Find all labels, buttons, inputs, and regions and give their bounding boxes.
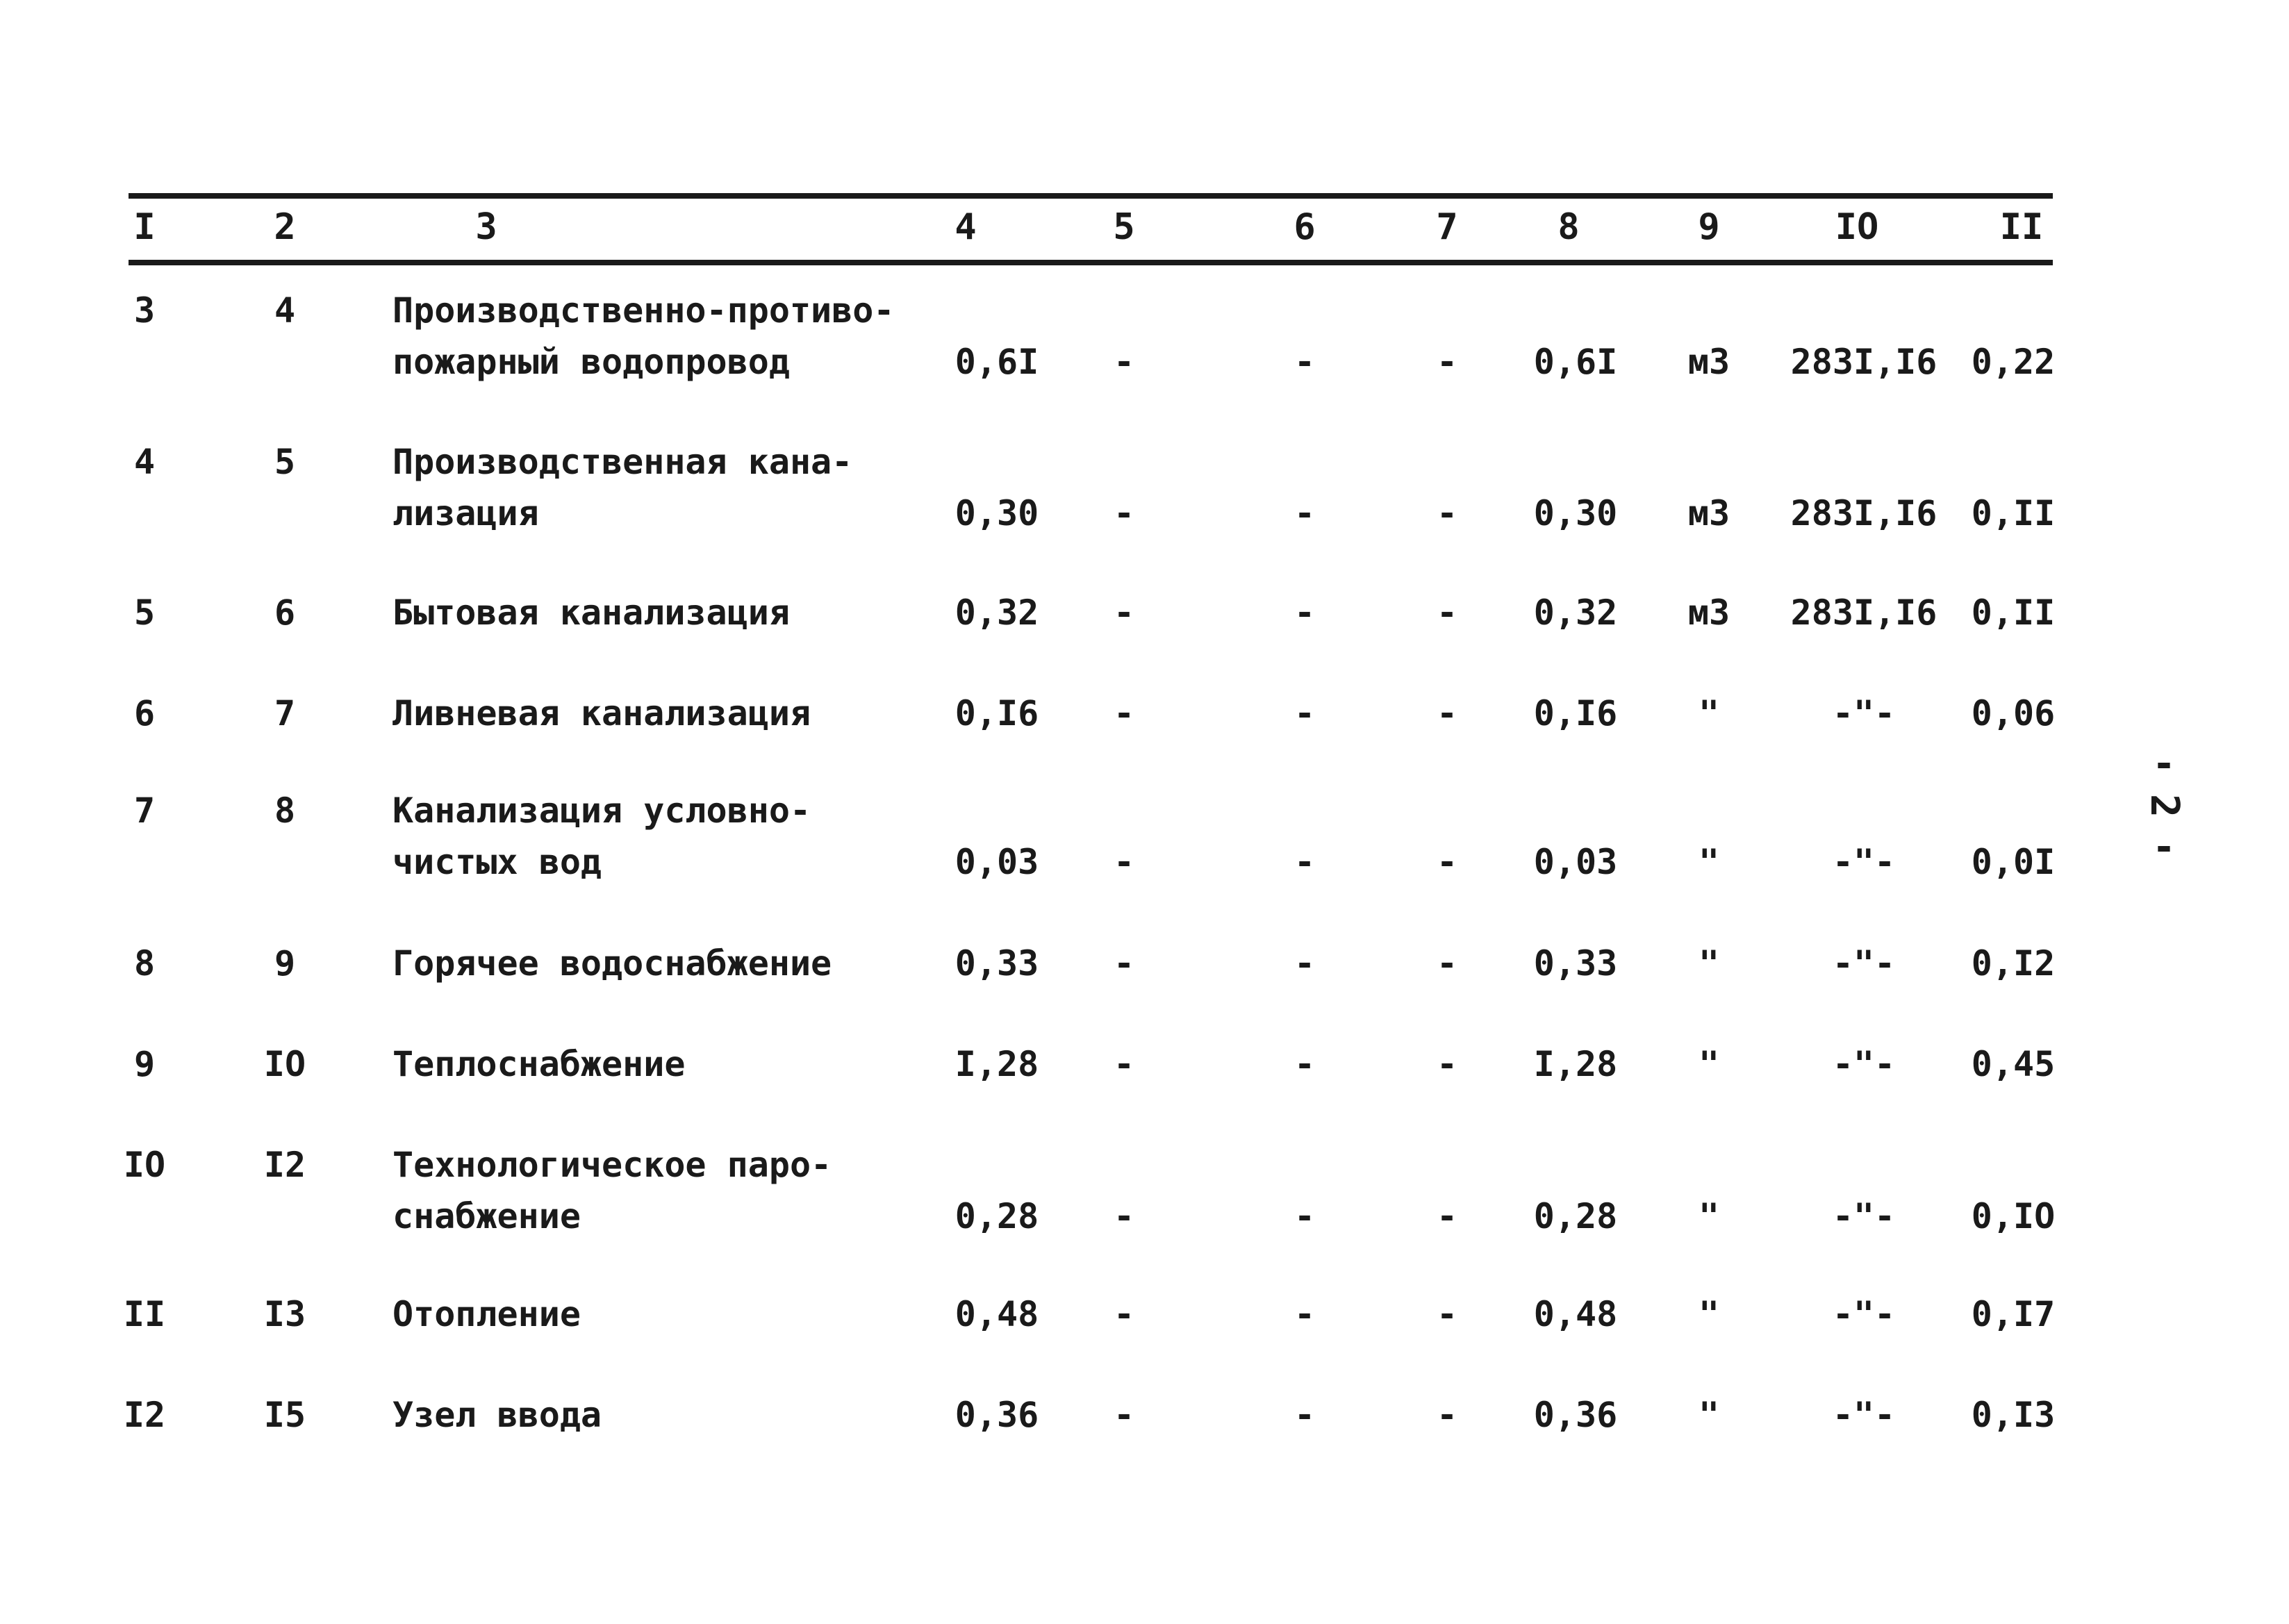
- row-name-line: Теплоснабжение: [392, 1044, 686, 1084]
- value-col-11: 0,II: [1971, 493, 2056, 533]
- value-col-5: -: [1113, 943, 1135, 984]
- value-col-5: -: [1113, 842, 1135, 882]
- table-top-rule: [129, 193, 2053, 199]
- unit: ": [1698, 1044, 1720, 1084]
- value-col-10: 283I,I6: [1790, 493, 1937, 533]
- header-col-7: 7: [1436, 206, 1458, 248]
- value-col-8: 0,03: [1533, 842, 1618, 882]
- row-code: 7: [274, 693, 296, 734]
- page-number-mark: [2143, 743, 2185, 868]
- value-col-10: -"-: [1832, 842, 1896, 882]
- value-col-11: 0,I2: [1971, 943, 2056, 984]
- unit: м3: [1687, 342, 1730, 382]
- row-code: IO: [263, 1044, 306, 1084]
- value-col-11: 0,45: [1971, 1044, 2056, 1084]
- table-header-rule: [129, 260, 2053, 265]
- value-col-4: 0,30: [955, 493, 1039, 533]
- value-col-6: -: [1294, 342, 1316, 382]
- row-number: 8: [133, 943, 156, 984]
- row-name-line: Горячее водоснабжение: [392, 943, 832, 984]
- value-col-6: -: [1294, 842, 1316, 882]
- value-col-5: -: [1113, 1196, 1135, 1236]
- value-col-4: 0,I6: [955, 693, 1039, 734]
- page-mark-dash-top: -: [2152, 741, 2176, 786]
- value-col-6: -: [1294, 493, 1316, 533]
- unit: м3: [1687, 593, 1730, 633]
- unit: ": [1698, 1196, 1720, 1236]
- row-code: 5: [274, 442, 296, 482]
- value-col-11: 0,06: [1971, 693, 2056, 734]
- value-col-6: -: [1294, 593, 1316, 633]
- header-col-9: 9: [1698, 206, 1720, 248]
- value-col-5: -: [1113, 342, 1135, 382]
- value-col-10: 283I,I6: [1790, 342, 1937, 382]
- value-col-4: 0,33: [955, 943, 1039, 984]
- row-code: I5: [263, 1395, 306, 1435]
- row-code: I2: [263, 1145, 306, 1185]
- header-col-11: II: [1999, 206, 2044, 248]
- value-col-4: I,28: [955, 1044, 1039, 1084]
- value-col-10: -"-: [1832, 1395, 1896, 1435]
- value-col-7: -: [1436, 842, 1458, 882]
- value-col-6: -: [1294, 943, 1316, 984]
- value-col-8: 0,6I: [1533, 342, 1618, 382]
- value-col-7: -: [1436, 1196, 1458, 1236]
- header-col-3: 3: [475, 206, 497, 248]
- row-name-line: Бытовая канализация: [392, 593, 790, 633]
- value-col-6: -: [1294, 1395, 1316, 1435]
- row-number: II: [123, 1294, 166, 1334]
- row-code: 9: [274, 943, 296, 984]
- unit: м3: [1687, 493, 1730, 533]
- row-name-line: Производственно-противо-: [392, 290, 895, 331]
- row-number: I2: [123, 1395, 166, 1435]
- value-col-8: 0,30: [1533, 493, 1618, 533]
- header-col-2: 2: [274, 206, 296, 248]
- unit: ": [1698, 943, 1720, 984]
- value-col-8: 0,36: [1533, 1395, 1618, 1435]
- row-number: 3: [133, 290, 156, 331]
- row-number: 7: [133, 790, 156, 831]
- value-col-8: I,28: [1533, 1044, 1618, 1084]
- value-col-6: -: [1294, 1044, 1316, 1084]
- value-col-5: -: [1113, 493, 1135, 533]
- row-code: 6: [274, 593, 296, 633]
- row-name-line: Узел ввода: [392, 1395, 602, 1435]
- value-col-6: -: [1294, 693, 1316, 734]
- value-col-7: -: [1436, 1294, 1458, 1334]
- unit: ": [1698, 842, 1720, 882]
- value-col-4: 0,36: [955, 1395, 1039, 1435]
- row-name-line: пожарный водопровод: [392, 342, 790, 382]
- row-name-line: Канализация условно-: [392, 790, 811, 831]
- value-col-5: -: [1113, 693, 1135, 734]
- value-col-4: 0,32: [955, 593, 1039, 633]
- value-col-11: 0,I3: [1971, 1395, 2056, 1435]
- value-col-8: 0,32: [1533, 593, 1618, 633]
- row-name-line: снабжение: [392, 1196, 581, 1236]
- value-col-11: 0,I7: [1971, 1294, 2056, 1334]
- value-col-6: -: [1294, 1294, 1316, 1334]
- row-number: IO: [123, 1145, 166, 1185]
- unit: ": [1698, 1294, 1720, 1334]
- value-col-4: 0,03: [955, 842, 1039, 882]
- row-number: 9: [133, 1044, 156, 1084]
- value-col-4: 0,48: [955, 1294, 1039, 1334]
- value-col-7: -: [1436, 593, 1458, 633]
- value-col-7: -: [1436, 943, 1458, 984]
- value-col-8: 0,I6: [1533, 693, 1618, 734]
- row-name-line: чистых вод: [392, 842, 602, 882]
- value-col-4: 0,28: [955, 1196, 1039, 1236]
- value-col-11: 0,0I: [1971, 842, 2056, 882]
- value-col-5: -: [1113, 593, 1135, 633]
- value-col-8: 0,28: [1533, 1196, 1618, 1236]
- page-mark-number: 2: [2142, 794, 2187, 818]
- value-col-11: 0,22: [1971, 342, 2056, 382]
- value-col-7: -: [1436, 1395, 1458, 1435]
- value-col-5: -: [1113, 1395, 1135, 1435]
- row-name-line: Ливневая канализация: [392, 693, 811, 734]
- unit: ": [1698, 693, 1720, 734]
- value-col-11: 0,II: [1971, 593, 2056, 633]
- row-name-line: Производственная кана-: [392, 442, 853, 482]
- value-col-11: 0,IO: [1971, 1196, 2056, 1236]
- value-col-10: 283I,I6: [1790, 593, 1937, 633]
- row-number: 6: [133, 693, 156, 734]
- header-col-8: 8: [1557, 206, 1580, 248]
- row-number: 4: [133, 442, 156, 482]
- value-col-10: -"-: [1832, 693, 1896, 734]
- value-col-5: -: [1113, 1294, 1135, 1334]
- row-code: 4: [274, 290, 296, 331]
- row-number: 5: [133, 593, 156, 633]
- value-col-7: -: [1436, 342, 1458, 382]
- value-col-6: -: [1294, 1196, 1316, 1236]
- value-col-4: 0,6I: [955, 342, 1039, 382]
- row-name-line: Технологическое паро-: [392, 1145, 832, 1185]
- header-col-4: 4: [955, 206, 977, 248]
- header-col-5: 5: [1113, 206, 1135, 248]
- value-col-8: 0,48: [1533, 1294, 1618, 1334]
- value-col-8: 0,33: [1533, 943, 1618, 984]
- row-code: 8: [274, 790, 296, 831]
- value-col-7: -: [1436, 493, 1458, 533]
- value-col-10: -"-: [1832, 1044, 1896, 1084]
- value-col-5: -: [1113, 1044, 1135, 1084]
- header-col-10: IO: [1835, 206, 1879, 248]
- value-col-10: -"-: [1832, 1294, 1896, 1334]
- row-name-line: Отопление: [392, 1294, 581, 1334]
- page-mark-dash-bottom: -: [2152, 825, 2176, 870]
- value-col-7: -: [1436, 693, 1458, 734]
- header-col-1: I: [133, 206, 156, 248]
- row-name-line: лизация: [392, 493, 539, 533]
- header-col-6: 6: [1294, 206, 1316, 248]
- unit: ": [1698, 1395, 1720, 1435]
- value-col-7: -: [1436, 1044, 1458, 1084]
- value-col-10: -"-: [1832, 1196, 1896, 1236]
- row-code: I3: [263, 1294, 306, 1334]
- value-col-10: -"-: [1832, 943, 1896, 984]
